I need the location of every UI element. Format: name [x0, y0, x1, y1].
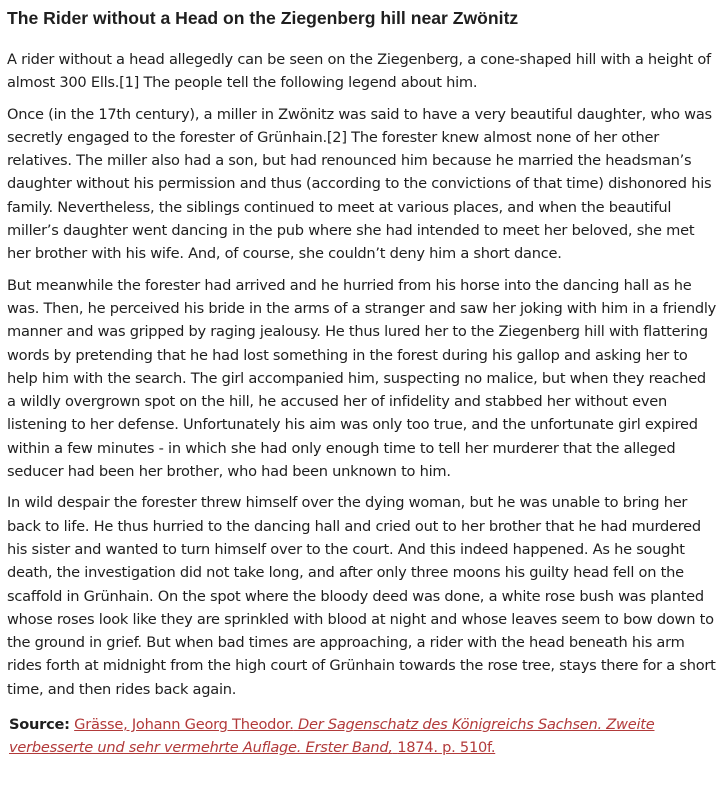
source-link[interactable]	[9, 716, 654, 756]
source-label: Source:	[9, 716, 70, 734]
paragraph-3: But meanwhile the forester had arrived and he hurried from his horse into the dancing hall as he was. Then, he perceived his bride in the arms of a stranger and saw her joking with him in a friendly manner and was gripped by raging jealousy. He thus lured her to the Ziegenberg hill with flattering words by pretending that he had lost something in the forest during his gallop and asking her to help him with the search. The girl accompanied him, suspecting no malice, but when they reached a wildly overgrown spot on the hill, he accused her of infidelity and stabbed her without even listening to her defense. Unfortunately his aim was only too true, and the unfortunate girl expired within a few minutes - in which she had only enough time to tell her murderer that the alleged seducer had been her brother, who had been unknown to him.	[7, 276, 717, 481]
paragraph-1: A rider without a head allegedly can be seen on the Ziegenberg, a cone-shaped hill with a height of almost 300 Ells.[1] The people tell the following legend about him.	[7, 51, 711, 92]
source-author: Grässe, Johann Georg Theodor.	[74, 716, 294, 734]
paragraph-4: In wild despair the forester threw himself over the dying woman, but he was unable to bring her back to life. He thus hurried to the dancing hall and cried out to her brother that he had murdered his sister and wanted to turn himself over to the court. And this indeed happened. As he sought death, the investigation did not take long, and after only three moons his guilty head fell on the scaffold in Grünhain. On the spot where the bloody deed was done, a white rose bush was planted whose roses look like they are sprinkled with blood at night and whose leaves seem to bow down to the ground in grief. But when bad times are approaching, a rider with the head beneath his arm rides forth at midnight from the high court of Grünhain towards the rose tree, stays there for a short time, and then rides back again.	[7, 494, 716, 698]
paragraph-2: Once (in the 17th century), a miller in Zwönitz was said to have a very beautiful daughter, who was secretly engaged to the forester of Grünhain.[2] The forester knew almost none of her other relatives. The miller also had a son, but had renounced him because he married the headsman’s daughter without his permission and thus (according to the convictions of that time) dishonored his family. Nevertheless, the siblings continued to meet at various places, and when the beautiful miller’s daughter went dancing in the pub where she had intended to meet her beloved, she met her brother with his wife. And, of course, she couldn’t deny him a short dance.	[7, 105, 712, 263]
source-book-title: Der Sagenschatz des Königreichs Sachsen. Zweite verbesserte und sehr vermehrte Auflage. Erster Band,	[9, 716, 655, 757]
article-title: The Rider without a Head on the Ziegenberg hill near Zwönitz	[7, 8, 519, 28]
source-details: 1874. p. 510f.	[397, 739, 496, 757]
source-citation	[7, 713, 718, 760]
